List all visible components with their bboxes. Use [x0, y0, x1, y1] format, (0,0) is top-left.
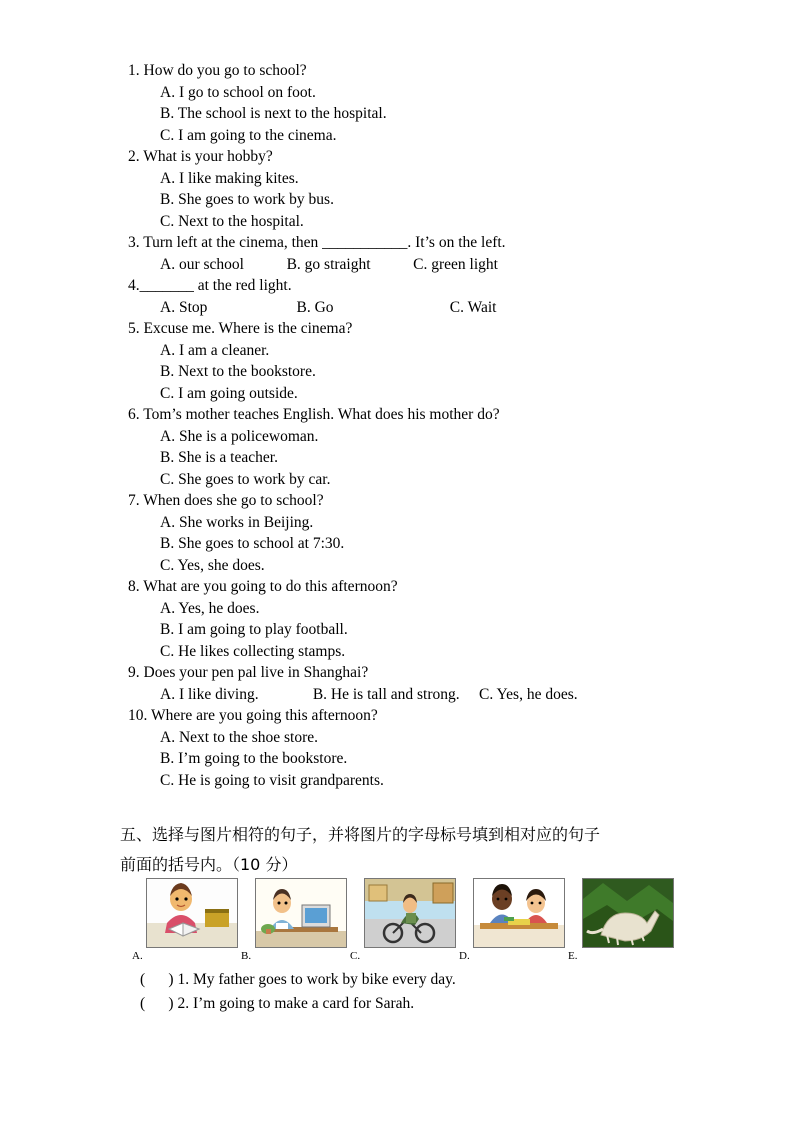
question-option[interactable]: A. I go to school on foot.: [160, 83, 316, 101]
question-option[interactable]: C. Yes, she does.: [160, 556, 265, 574]
question-option[interactable]: B. She is a teacher.: [160, 449, 278, 466]
picture-d: [473, 878, 565, 948]
question-option[interactable]: B. She goes to work by bus.: [160, 191, 334, 208]
question-item: [120, 60, 720, 146]
multiple-choice-question-list: [120, 60, 720, 791]
picture-label-c: C.: [350, 950, 361, 962]
question-option[interactable]: A. our school B. go straight C. green light: [160, 255, 498, 273]
picture-c: [364, 878, 456, 948]
question-option[interactable]: A. Yes, he does.: [160, 599, 260, 617]
section-heading-line-1: 五、选择与图片相符的句子，并将图片的字母标号填到相对应的句子: [120, 825, 601, 844]
question-stem: 2. What is your hobby?: [128, 148, 273, 165]
question-stem: 9. Does your pen pal live in Shanghai?: [128, 664, 369, 681]
question-item: [120, 318, 720, 404]
picture-label-e: E.: [568, 950, 578, 962]
question-item: [120, 490, 720, 576]
question-option[interactable]: A. She works in Beijing.: [160, 513, 314, 531]
question-item: [120, 662, 720, 705]
picture-a: [146, 878, 238, 948]
question-stem: 4._______ at the red light.: [128, 277, 292, 294]
question-option[interactable]: B. Next to the bookstore.: [160, 363, 316, 380]
section-five-heading: [120, 820, 690, 880]
man-riding-bicycle-icon: [365, 879, 455, 947]
question-item: [120, 275, 720, 318]
question-option[interactable]: C. Next to the hospital.: [160, 212, 304, 230]
question-option[interactable]: B. She goes to school at 7:30.: [160, 535, 345, 552]
question-option[interactable]: B. The school is next to the hospital.: [160, 105, 387, 122]
question-item: [120, 404, 720, 490]
question-option[interactable]: C. He likes collecting stamps.: [160, 642, 346, 660]
question-stem: 10. Where are you going this afternoon?: [128, 707, 378, 724]
question-option[interactable]: C. He is going to visit grandparents.: [160, 771, 384, 789]
question-stem: 6. Tom’s mother teaches English. What does his mother do?: [128, 406, 500, 423]
matching-sentence-item[interactable]: ( ) 2. I’m going to make a card for Sarah.: [140, 995, 415, 1012]
question-item: [120, 576, 720, 662]
question-option[interactable]: A. Stop B. Go C. Wait: [160, 298, 497, 316]
question-option[interactable]: C. She goes to work by car.: [160, 470, 331, 488]
question-option[interactable]: A. I like making kites.: [160, 169, 299, 187]
two-children-making-craft-icon: [474, 879, 564, 947]
question-option[interactable]: A. I like diving. B. He is tall and strong. C. Yes, he does.: [160, 685, 578, 703]
question-option[interactable]: A. I am a cleaner.: [160, 341, 270, 359]
question-option[interactable]: B. I’m going to the bookstore.: [160, 750, 348, 767]
picture-strip: [128, 878, 688, 960]
man-at-computer-desk-icon: [256, 879, 346, 947]
question-option[interactable]: A. She is a policewoman.: [160, 427, 319, 445]
question-item: [120, 705, 720, 791]
question-item: [120, 232, 720, 275]
question-stem: 1. How do you go to school?: [128, 62, 307, 79]
girl-reading-book-icon: [147, 879, 237, 947]
question-stem: 3. Turn left at the cinema, then ___________. It’s on the left.: [128, 234, 506, 251]
question-option[interactable]: C. I am going to the cinema.: [160, 126, 337, 144]
matching-sentence-item[interactable]: ( ) 1. My father goes to work by bike every day.: [140, 971, 456, 988]
question-stem: 8. What are you going to do this afternoon?: [128, 578, 398, 595]
picture-e: [582, 878, 674, 948]
dinosaur-skeleton-museum-icon: [583, 879, 673, 947]
matching-sentence-list: [140, 968, 700, 1016]
picture-b: [255, 878, 347, 948]
question-stem: 7. When does she go to school?: [128, 492, 324, 509]
picture-label-a: A.: [132, 950, 143, 962]
question-stem: 5. Excuse me. Where is the cinema?: [128, 320, 353, 337]
picture-label-b: B.: [241, 950, 252, 962]
section-heading-line-2: 前面的括号内。（10 分）: [120, 855, 298, 874]
question-option[interactable]: B. I am going to play football.: [160, 621, 348, 638]
question-option[interactable]: A. Next to the shoe store.: [160, 728, 318, 746]
picture-label-d: D.: [459, 950, 470, 962]
question-item: [120, 146, 720, 232]
question-option[interactable]: C. I am going outside.: [160, 384, 298, 402]
